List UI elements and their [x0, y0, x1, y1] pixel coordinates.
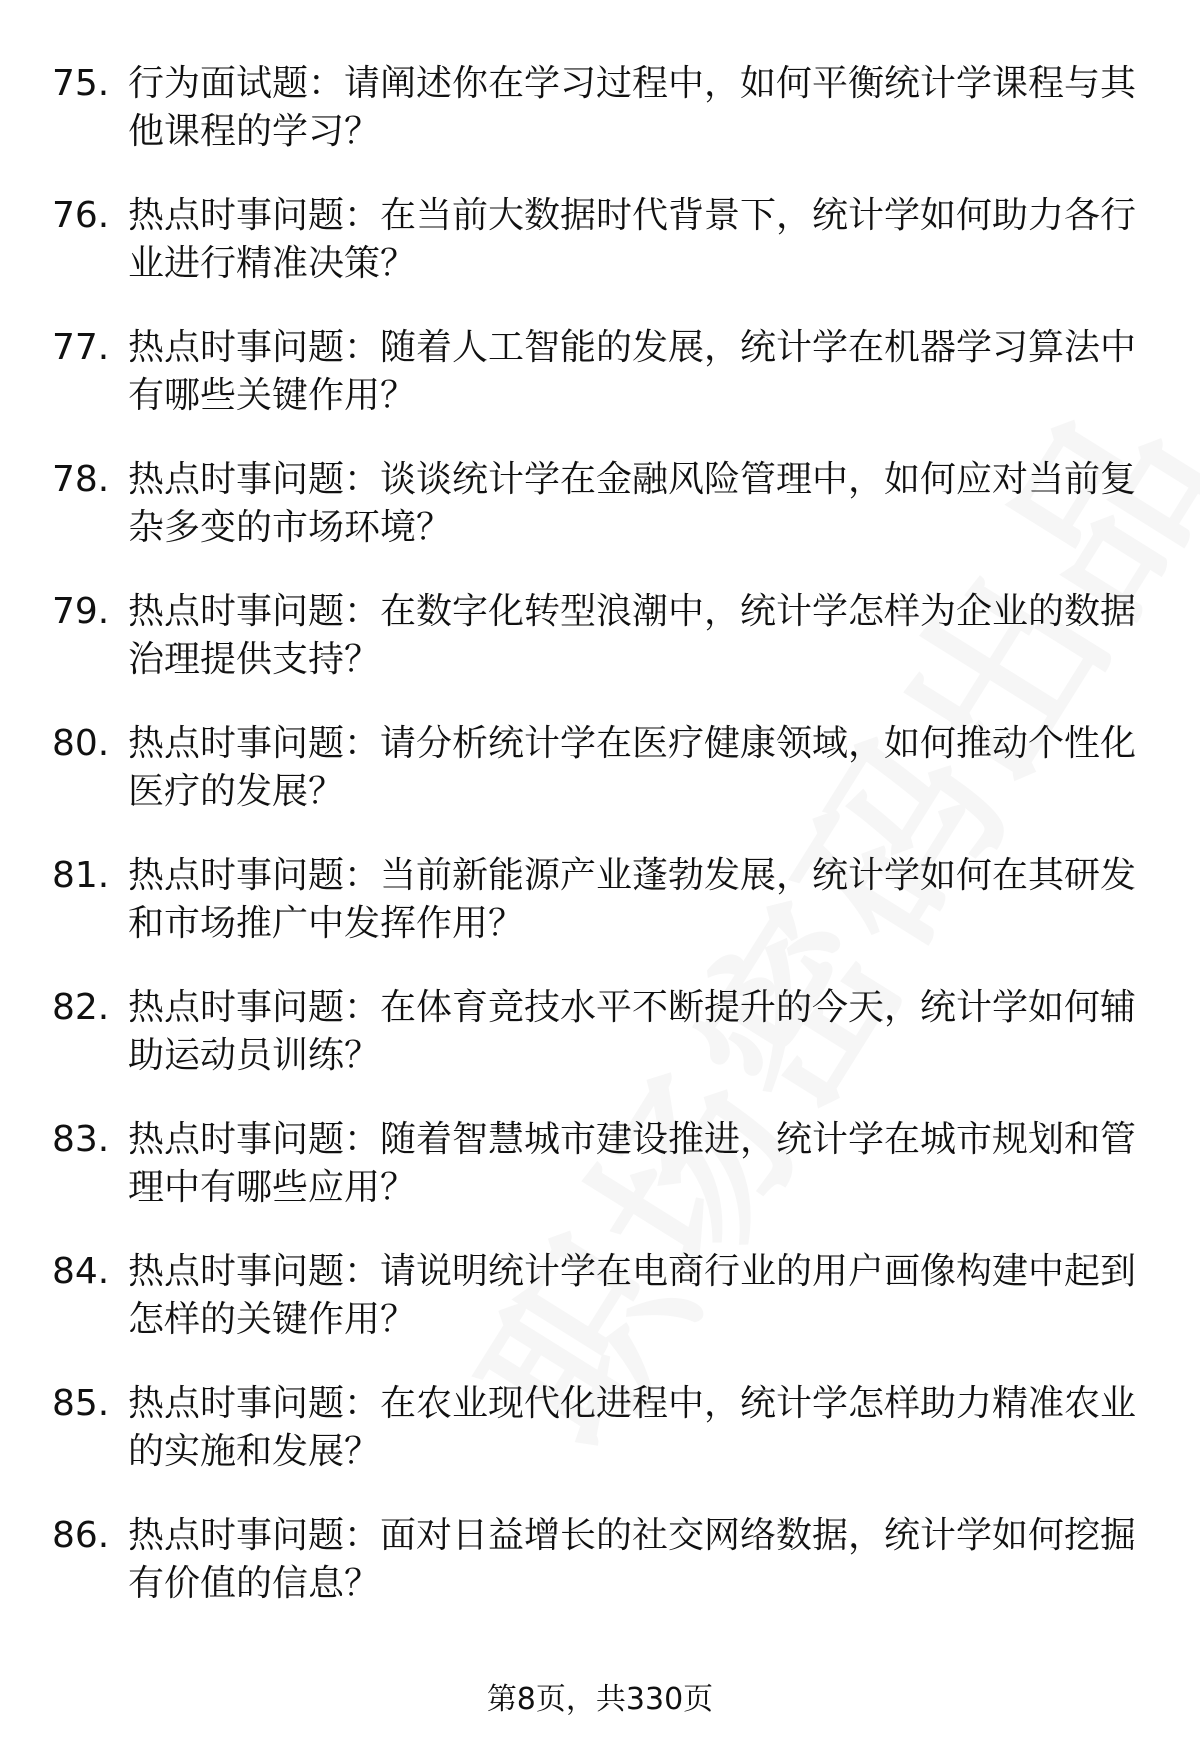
- question-text: 热点时事问题：随着人工智能的发展，统计学在机器学习算法中有哪些关键作用？: [128, 327, 1137, 416]
- question-item: [52, 1248, 1152, 1344]
- question-number: 78.: [52, 459, 110, 500]
- question-text: 热点时事问题：请说明统计学在电商行业的用户画像构建中起到怎样的关键作用？: [128, 1251, 1137, 1340]
- question-number: 83.: [52, 1119, 110, 1160]
- question-number: 81.: [52, 855, 110, 896]
- question-item: [52, 1512, 1152, 1608]
- question-text: 热点时事问题：面对日益增长的社交网络数据，统计学如何挖掘有价值的信息？: [128, 1515, 1137, 1604]
- question-text: 行为面试题：请阐述你在学习过程中，如何平衡统计学课程与其他课程的学习？: [128, 63, 1137, 152]
- question-text: 热点时事问题：谈谈统计学在金融风险管理中，如何应对当前复杂多变的市场环境？: [128, 459, 1137, 548]
- question-item: [52, 324, 1152, 420]
- question-text: 热点时事问题：在数字化转型浪潮中，统计学怎样为企业的数据治理提供支持？: [128, 591, 1137, 680]
- question-text: 热点时事问题：在当前大数据时代背景下，统计学如何助力各行业进行精准决策？: [128, 195, 1137, 284]
- question-item: [52, 720, 1152, 816]
- question-item: [52, 984, 1152, 1080]
- question-number: 84.: [52, 1251, 110, 1292]
- question-number: 77.: [52, 327, 110, 368]
- page-number-label: 第8页，共330页: [486, 1682, 714, 1717]
- question-number: 82.: [52, 987, 110, 1028]
- question-text: 热点时事问题：当前新能源产业蓬勃发展，统计学如何在其研发和市场推广中发挥作用？: [128, 855, 1137, 944]
- question-number: 75.: [52, 63, 110, 104]
- question-text: 热点时事问题：在农业现代化进程中，统计学怎样助力精准农业的实施和发展？: [128, 1383, 1137, 1472]
- question-number: 79.: [52, 591, 110, 632]
- question-list: [52, 60, 1152, 1644]
- question-item: [52, 192, 1152, 288]
- question-text: 热点时事问题：在体育竞技水平不断提升的今天，统计学如何辅助运动员训练？: [128, 987, 1137, 1076]
- question-item: [52, 1380, 1152, 1476]
- question-number: 85.: [52, 1383, 110, 1424]
- question-item: [52, 852, 1152, 948]
- question-text: 热点时事问题：随着智慧城市建设推进，统计学在城市规划和管理中有哪些应用？: [128, 1119, 1137, 1208]
- page-footer: [0, 1680, 1200, 1720]
- question-text: 热点时事问题：请分析统计学在医疗健康领域，如何推动个性化医疗的发展？: [128, 723, 1137, 812]
- question-item: [52, 588, 1152, 684]
- question-item: [52, 60, 1152, 156]
- question-item: [52, 1116, 1152, 1212]
- question-number: 86.: [52, 1515, 110, 1556]
- question-number: 76.: [52, 195, 110, 236]
- question-number: 80.: [52, 723, 110, 764]
- question-item: [52, 456, 1152, 552]
